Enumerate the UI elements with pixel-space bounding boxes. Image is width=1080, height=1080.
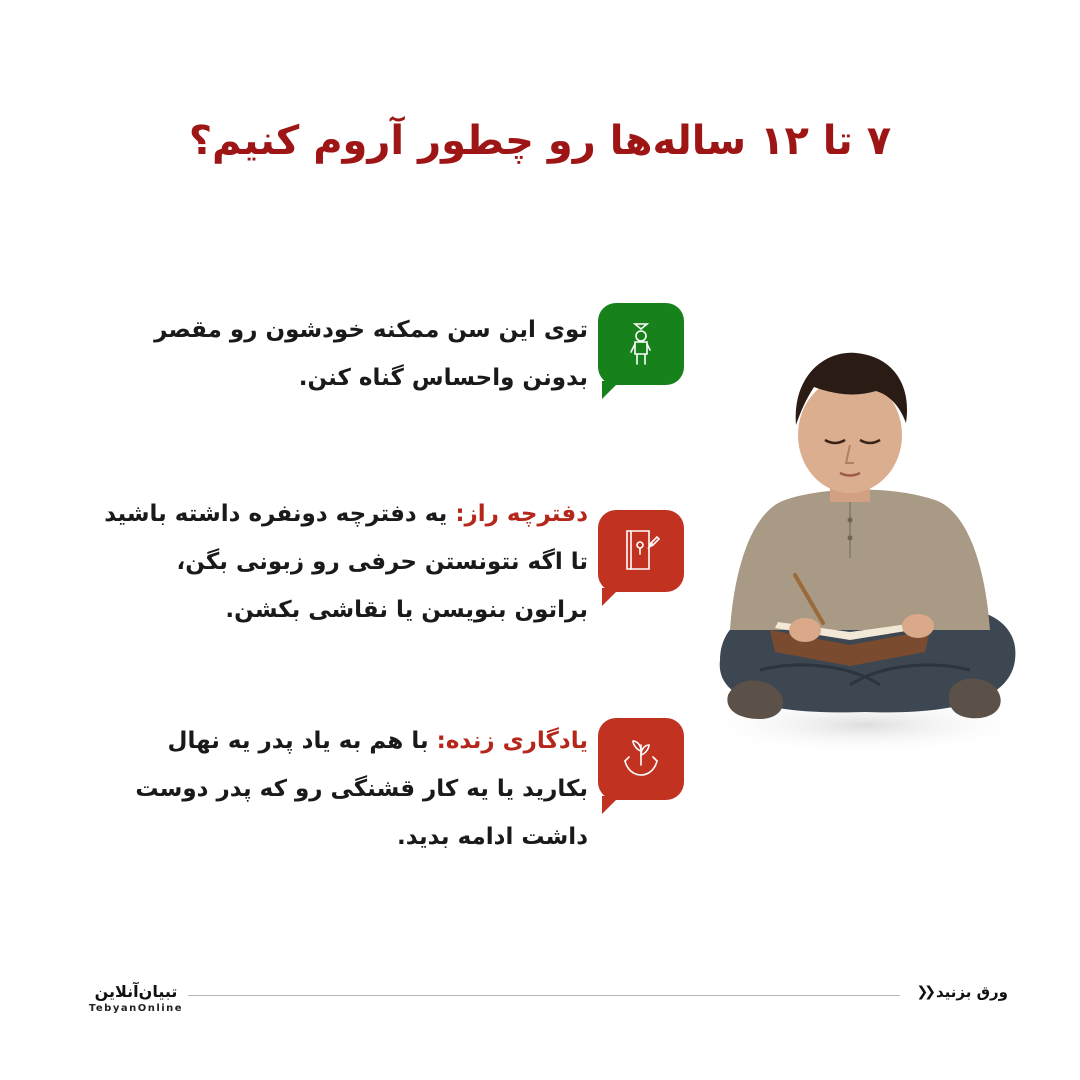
item-text-3 bbox=[110, 717, 588, 861]
page-title: ۷ تا ۱۲ ساله‌ها رو چطور آروم کنیم؟ bbox=[188, 118, 892, 164]
item-label-2: دفترچه راز: bbox=[455, 501, 588, 527]
double-chevron-left-icon: ❮❮ bbox=[916, 984, 933, 1000]
boy-reading-illustration bbox=[700, 330, 1030, 760]
swipe-next-button[interactable] bbox=[917, 983, 1008, 1001]
bubble-icon-3 bbox=[598, 718, 684, 800]
plant-hands-icon bbox=[621, 735, 661, 783]
item-body-3: با هم به یاد پدر یه نهال بکارید یا یه کار قشنگی رو که پدر دوست داشت ادامه بدید. bbox=[135, 728, 588, 850]
footer-divider bbox=[188, 995, 900, 996]
item-text-1 bbox=[110, 306, 588, 402]
item-body-1: توی این سن ممکنه خودشون رو مقصر بدونن واحساس گناه کنن. bbox=[154, 317, 588, 391]
bubble-icon-1 bbox=[598, 303, 684, 385]
item-label-3: یادگاری زنده: bbox=[436, 728, 588, 754]
diary-lock-icon bbox=[621, 527, 661, 575]
bubble-icon-2 bbox=[598, 510, 684, 592]
item-text-2 bbox=[100, 490, 588, 634]
swipe-next-label: ورق بزنید bbox=[936, 983, 1008, 1001]
logo-fa-text: تبیان‌آنلاین bbox=[94, 982, 178, 1001]
logo-en-text: TebyanOnline bbox=[88, 1003, 184, 1014]
child-sad-icon bbox=[621, 320, 661, 368]
item-body-2: یه دفترچه دونفره داشته باشید تا اگه نتونستن حرفی رو زبونی بگن، براتون بنویسن یا نقاشی بکشن. bbox=[104, 501, 588, 623]
brand-logo bbox=[86, 982, 186, 1016]
